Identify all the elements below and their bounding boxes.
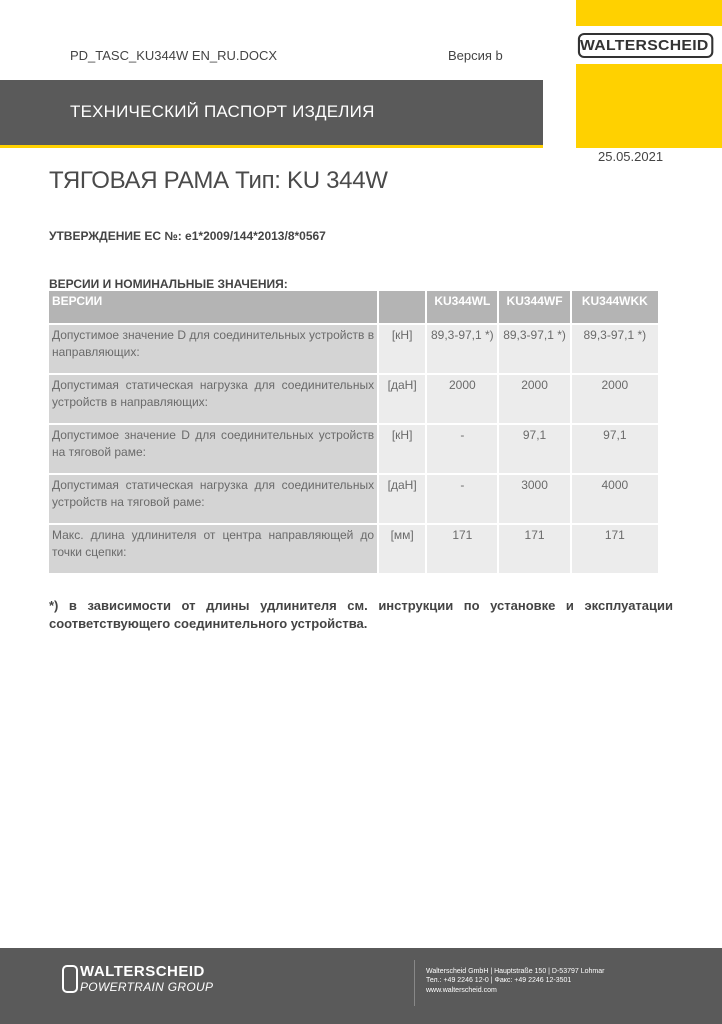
table-row [49,325,658,373]
row-value: 171 [499,525,569,573]
document-version: Версия b [448,48,503,63]
row-value: - [427,475,497,523]
row-unit: [мм] [379,525,425,573]
title-bar-text: ТЕХНИЧЕСКИЙ ПАСПОРТ ИЗДЕЛИЯ [70,102,375,121]
row-value: 97,1 [572,425,658,473]
row-label: Допустимая статическая нагрузка для соединительных устройств на тяговой раме: [49,475,377,523]
row-label: Допустимое значение D для соединительных устройств в направляющих: [49,325,377,373]
table-row [49,375,658,423]
row-value: 2000 [427,375,497,423]
row-value: 89,3-97,1 *) [572,325,658,373]
table-row [49,525,658,573]
table-header-label: ВЕРСИИ [49,291,377,323]
row-unit: [даН] [379,375,425,423]
table-row [49,425,658,473]
row-value: 3000 [499,475,569,523]
row-value: - [427,425,497,473]
row-value: 4000 [572,475,658,523]
walterscheid-logo: WALTERSCHEID [580,37,709,54]
footer-website: www.walterscheid.com [426,986,497,994]
footer-phone: Тел.: +49 2246 12-0 | Факс: +49 2246 12-3501 [426,977,572,985]
row-value: 97,1 [499,425,569,473]
row-value: 171 [427,525,497,573]
document-filename: PD_TASC_KU344W EN_RU.DOCX [70,48,278,63]
footer-brand: WALTERSCHEID [80,963,205,980]
footer-contact [426,967,604,995]
row-value: 89,3-97,1 *) [427,325,497,373]
table-row [49,475,658,523]
row-value: 2000 [499,375,569,423]
table-header-row [49,291,658,323]
title-bar-accent [0,145,543,148]
walterscheid-mark-icon [62,965,78,993]
footer-group: POWERTRAIN GROUP [80,980,214,994]
table-header-ku344wl: KU344WL [427,291,497,323]
row-unit: [кН] [379,325,425,373]
row-label: Допустимое значение D для соединительных устройств на тяговой раме: [49,425,377,473]
row-value: 89,3-97,1 *) [499,325,569,373]
row-unit: [даН] [379,475,425,523]
row-value: 2000 [572,375,658,423]
row-label: Макс. длина удлинителя от центра направляющей до точки сцепки: [49,525,377,573]
footer-divider [414,960,415,1006]
row-value: 171 [572,525,658,573]
row-unit: [кН] [379,425,425,473]
footer-address: Walterscheid GmbH | Hauptstraße 150 | D-53797 Lohmar [426,968,605,975]
versions-heading: ВЕРСИИ И НОМИНАЛЬНЫЕ ЗНАЧЕНИЯ: [49,277,288,291]
row-label: Допустимая статическая нагрузка для соединительных устройств в направляющих: [49,375,377,423]
page-title: ТЯГОВАЯ РАМА Тип: KU 344W [49,167,388,194]
header-yellow-block [576,0,722,148]
table-header-ku344wf: KU344WF [499,291,569,323]
table-header-ku344wkk: KU344WKK [572,291,658,323]
specifications-table [47,289,660,575]
approval-number: УТВЕРЖДЕНИЕ ЕС №: e1*2009/144*2013/8*0567 [49,229,326,243]
table-header-unit [379,291,425,323]
document-date: 25.05.2021 [598,149,664,164]
footnote: *) в зависимости от длины удлинителя см. инструкции по установке и эксплуатации соответствующего соединительного устройства. [49,598,673,631]
